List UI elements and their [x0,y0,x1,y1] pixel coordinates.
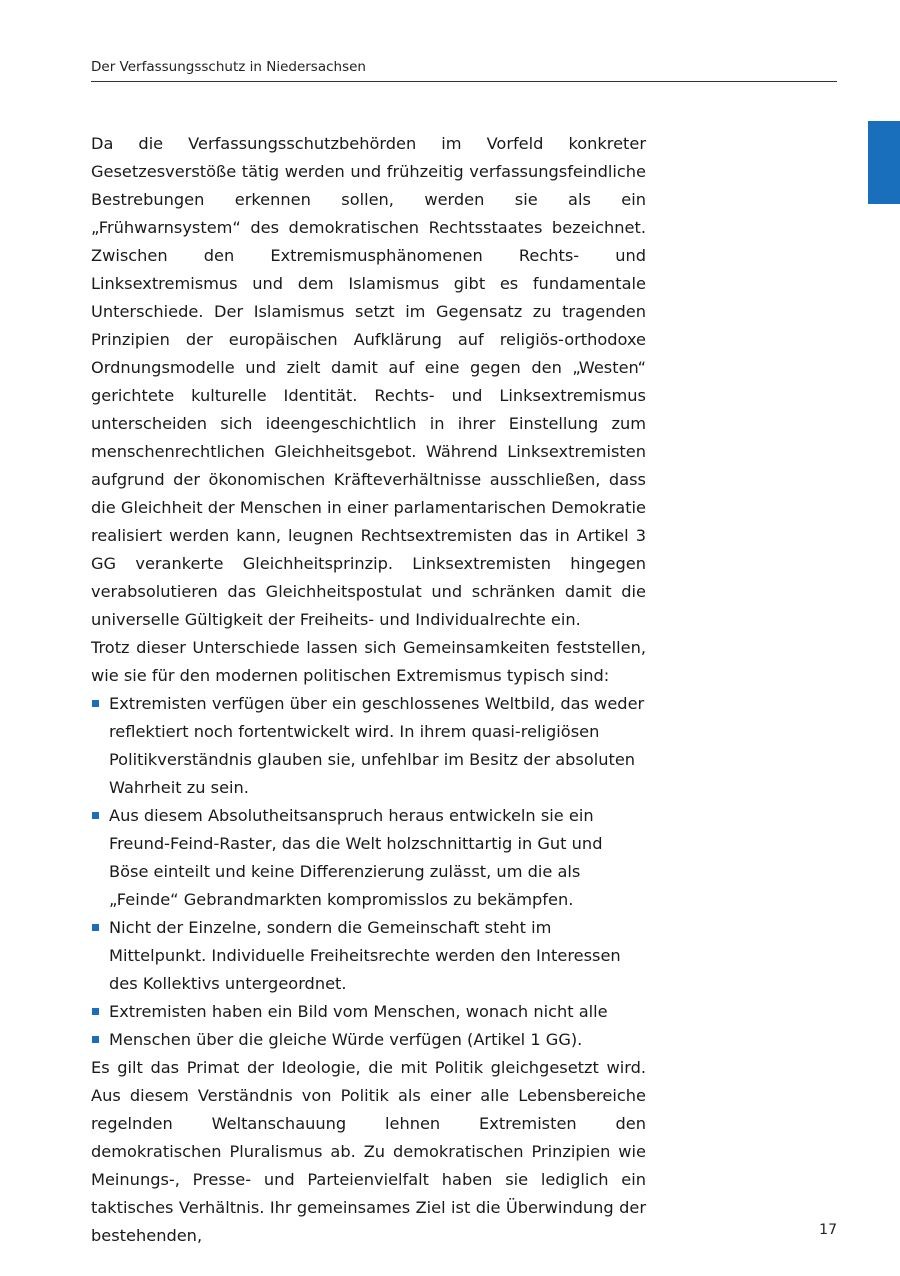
closing-paragraph: Es gilt das Primat der Ideologie, die mit Politik gleichgesetzt wird. Aus diesem Verständnis von Politik als einer alle Lebensbereiche regelnden Weltanschauung lehnen Extremisten den demokratischen Pluralismus ab. Zu demokratischen Prinzipien wie Meinungs-, Presse- und Parteienvielfalt haben sie lediglich ein taktisches Verhältnis. Ihr gemeinsames Ziel ist die Überwindung der bestehenden, [91,1058,646,1245]
chapter-tab-marker [868,121,900,204]
running-header-title: Der Verfassungsschutz in Niedersachsen [91,59,366,75]
square-bullet-icon [92,924,99,931]
list-item [91,914,646,998]
list-item [91,1026,646,1054]
square-bullet-icon [92,700,99,707]
list-item-text: Menschen über die gleiche Würde verfügen (Artikel 1 GG). [109,1030,583,1049]
list-item [91,998,646,1026]
body-text [91,130,646,1250]
square-bullet-icon [92,1036,99,1043]
intro-paragraph: Da die Verfassungsschutzbehörden im Vorfeld konkreter Gesetzesverstöße tätig werden und frühzeitig verfassungsfeindliche Bestrebungen erkennen sollen, werden sie als ein „Frühwarnsystem“ des demokratischen Rechtsstaates bezeichnet. Zwischen den Extremismusphänomenen Rechts- und Linksextremismus und dem Islamismus gibt es fundamentale Unterschiede. Der Islamismus setzt im Gegensatz zu tragenden Prinzipien der europäischen Aufklärung auf religiös-orthodoxe Ordnungsmodelle und zielt damit auf eine gegen den „Westen“ gerichtete kulturelle Identität. Rechts- und Linksextremismus unterscheiden sich ideengeschichtlich in ihrer Einstellung zum menschenrechtlichen Gleichheitsgebot. Während Linksextremisten aufgrund der ökonomischen Kräfteverhältnisse ausschließen, dass die Gleichheit der Menschen in einer parlamentarischen Demokratie realisiert werden kann, leugnen Rechtsextremisten das in Artikel 3 GG verankerte Gleichheitsprinzip. Linksextremisten hingegen verabsolutieren das Gleichheitspostulat und schränken damit die universelle Gültigkeit der Freiheits- und Individualrechte ein. [91,134,646,629]
square-bullet-icon [92,1008,99,1015]
list-item-text: Aus diesem Absolutheitsanspruch heraus entwickeln sie ein Freund-Feind-Raster, das die Welt holzschnittartig in Gut und Böse einteilt und keine Differenzierung zulässt, um die als „Feinde“ Gebrandmarkten kompromisslos zu bekämpfen. [109,806,603,909]
list-item-text: Nicht der Einzelne, sondern die Gemeinschaft steht im Mittelpunkt. Individuelle Freiheitsrechte werden den Interessen des Kollektivs untergeordnet. [109,918,621,993]
lead-in-paragraph: Trotz dieser Unterschiede lassen sich Gemeinsamkeiten feststellen, wie sie für den modernen politischen Extremismus typisch sind: [91,638,646,685]
list-item-text: Extremisten haben ein Bild vom Menschen, wonach nicht alle [109,1002,608,1021]
page-header [91,57,837,82]
square-bullet-icon [92,812,99,819]
list-item [91,802,646,914]
list-item-text: Extremisten verfügen über ein geschlossenes Weltbild, das weder reflektiert noch fortentwickelt wird. In ihrem quasi-religiösen Politikverständnis glauben sie, unfehlbar im Besitz der absoluten Wahrheit zu sein. [109,694,645,797]
page-number: 17 [819,1222,837,1238]
list-item [91,690,646,802]
extremism-traits-list [91,690,646,1054]
